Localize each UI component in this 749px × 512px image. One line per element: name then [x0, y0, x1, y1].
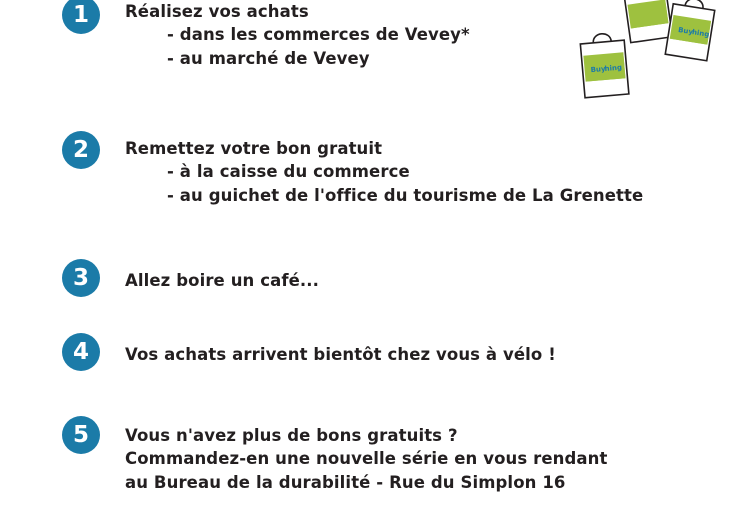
step-number-badge: 5 — [62, 416, 100, 454]
step-item-4 — [62, 333, 556, 371]
step-line: Remettez votre bon gratuit — [125, 139, 383, 158]
step-line: au Bureau de la durabilité - Rue du Simplon 16 — [125, 472, 566, 492]
step-text-block — [125, 333, 556, 366]
step-line: - au guichet de l'office du tourisme de La Grenette — [167, 185, 644, 205]
step-line: Vos achats arrivent bientôt chez vous à vélo ! — [125, 345, 556, 364]
step-line: Allez boire un café... — [125, 271, 320, 290]
step-line: Commandez-en une nouvelle série en vous rendant — [125, 449, 608, 469]
step-item-1 — [62, 0, 470, 70]
step-line: - à la caisse du commerce — [167, 162, 410, 182]
step-text-block — [125, 259, 319, 292]
step-line: - au marché de Vevey — [167, 48, 370, 68]
svg-text:Buy: Buy — [590, 64, 606, 75]
step-item-2 — [62, 131, 643, 207]
step-item-3 — [62, 259, 319, 297]
step-number-badge: 4 — [62, 333, 100, 371]
step-text-block — [125, 416, 607, 494]
step-number-badge: 1 — [62, 0, 100, 34]
shopping-bags-illustration — [560, 0, 740, 107]
shopping-bag-icon — [658, 0, 726, 64]
step-number-badge: 3 — [62, 259, 100, 297]
shopping-bag-icon — [568, 22, 640, 102]
step-line: Réalisez vos achats — [125, 2, 309, 21]
step-text-block — [125, 131, 643, 207]
step-line: Vous n'avez plus de bons gratuits ? — [125, 426, 458, 445]
svg-text:Buy: Buy — [677, 25, 694, 37]
svg-text:hing: hing — [691, 28, 710, 39]
svg-text:hing: hing — [604, 63, 623, 73]
step-item-5 — [62, 416, 607, 494]
step-line: - dans les commerces de Vevey* — [167, 25, 470, 45]
step-number-badge: 2 — [62, 131, 100, 169]
step-text-block — [125, 0, 470, 70]
